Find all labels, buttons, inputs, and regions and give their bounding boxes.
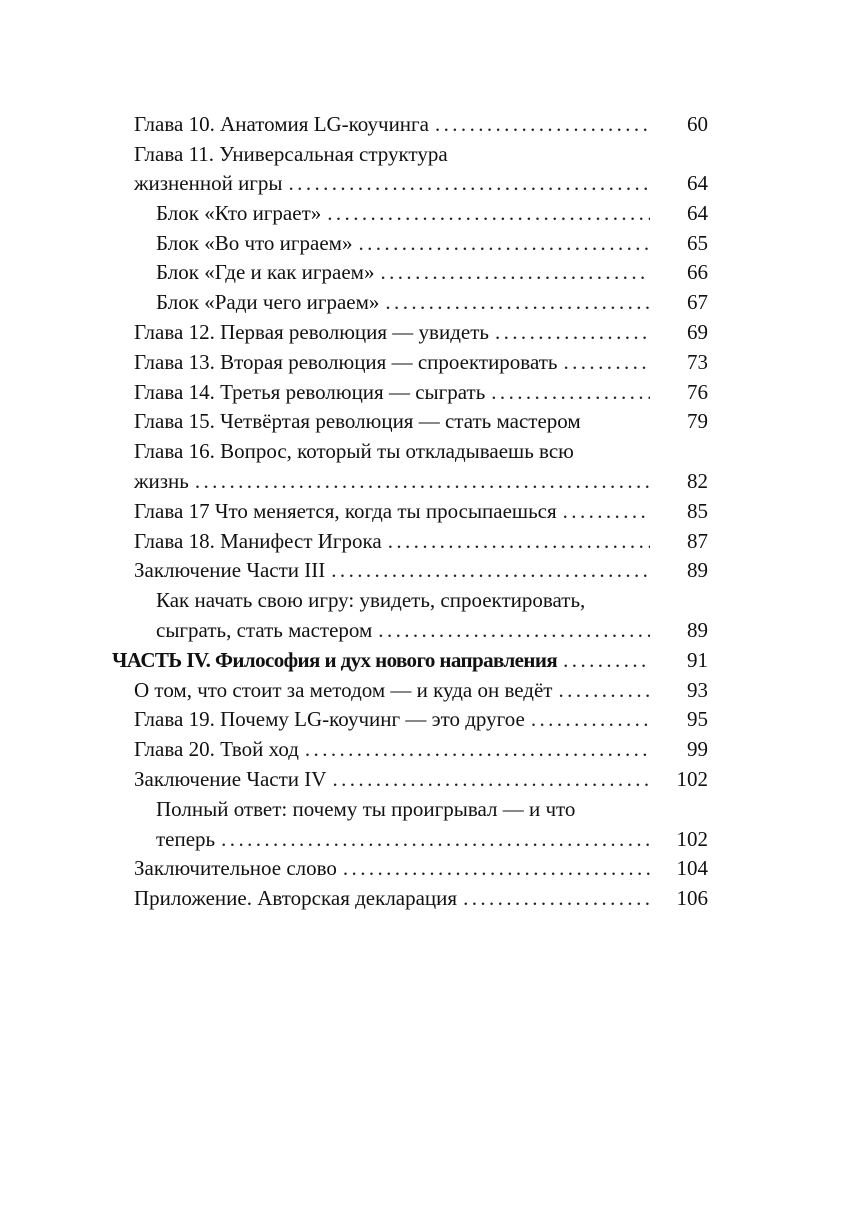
toc-entry-title: Блок «Во что играем» (156, 231, 353, 255)
dot-leader (374, 257, 650, 287)
dot-leader (525, 704, 650, 734)
toc-entry-chapter-16-cont[interactable] (134, 466, 708, 496)
dot-leader (283, 168, 650, 198)
toc-entry-title: Приложение. Авторская декларация (134, 886, 458, 910)
toc-entry-title: жизненной игры (134, 171, 283, 195)
dot-leader (189, 466, 650, 496)
toc-entry-chapter-18[interactable] (134, 526, 708, 556)
toc-entry-block-what[interactable] (156, 228, 708, 258)
toc-entry-conclusion-part-4[interactable] (134, 764, 708, 794)
toc-entry-title: Блок «Ради чего играем» (156, 290, 380, 314)
toc-page-number: 89 (687, 618, 708, 642)
toc-entry-chapter-15[interactable] (134, 406, 708, 436)
toc-entry-chapter-16[interactable] (134, 436, 708, 466)
toc-page-number: 79 (687, 409, 708, 433)
toc-entry-title: теперь (156, 827, 216, 851)
toc-page-number: 82 (687, 469, 708, 493)
dot-leader (429, 109, 650, 139)
toc-entry-chapter-10[interactable] (134, 109, 708, 139)
toc-page-number: 73 (687, 350, 708, 374)
toc-entry-title: Глава 16. Вопрос, который ты откладываешь всю (134, 439, 574, 463)
toc-page-number: 93 (687, 678, 708, 702)
dot-leader (557, 645, 650, 675)
dot-leader (337, 853, 650, 883)
toc-entry-block-why[interactable] (156, 287, 708, 317)
toc-entry-title: жизнь (134, 469, 189, 493)
dot-leader (321, 198, 650, 228)
dot-leader (552, 675, 650, 705)
toc-entry-title: Блок «Где и как играем» (156, 260, 375, 284)
toc-page-number: 91 (687, 648, 708, 672)
toc-part-title: ЧАСТЬ IV. Философия и дух нового направления (112, 648, 558, 672)
dot-leader (557, 496, 650, 526)
toc-entry-how-to-start[interactable] (156, 585, 708, 615)
dot-leader (326, 764, 650, 794)
toc-entry-chapter-13[interactable] (134, 347, 708, 377)
toc-entry-final-word[interactable] (134, 853, 708, 883)
toc-page-number: 64 (687, 171, 708, 195)
dot-leader (325, 555, 650, 585)
dot-leader (382, 526, 650, 556)
toc-page-number: 102 (676, 827, 708, 851)
toc-entry-block-who[interactable] (156, 198, 708, 228)
toc-entry-title: Глава 15. Четвёртая революция — стать мастером (134, 409, 581, 433)
dot-leader (215, 824, 650, 854)
toc-page-number: 95 (687, 707, 708, 731)
toc-entry-chapter-11-cont[interactable] (134, 168, 708, 198)
toc-page-number: 85 (687, 499, 708, 523)
toc-page-number: 87 (687, 529, 708, 553)
toc-entry-chapter-11[interactable] (134, 139, 708, 169)
toc-page-number: 64 (687, 201, 708, 225)
toc-entry-full-answer[interactable] (156, 794, 708, 824)
toc-entry-title: Глава 10. Анатомия LG-коучинга (134, 112, 429, 136)
toc-page-number: 89 (687, 558, 708, 582)
toc-entry-title: Глава 20. Твой ход (134, 737, 299, 761)
toc-entry-chapter-17[interactable] (134, 496, 708, 526)
toc-page-number: 99 (687, 737, 708, 761)
dot-leader (457, 883, 650, 913)
toc-entry-block-where[interactable] (156, 257, 708, 287)
toc-entry-title: Заключение Части III (134, 558, 326, 582)
dot-leader (485, 377, 650, 407)
dot-leader (352, 228, 650, 258)
toc-entry-full-answer-cont[interactable] (156, 824, 708, 854)
toc-entry-title: Глава 17 Что меняется, когда ты просыпаешься (134, 499, 557, 523)
toc-page-number: 76 (687, 380, 708, 404)
toc-entry-title: Глава 11. Универсальная структура (134, 142, 448, 166)
toc-page-number: 106 (676, 886, 708, 910)
toc-entry-title: Блок «Кто играет» (156, 201, 322, 225)
toc-entry-title: Глава 18. Манифест Игрока (134, 529, 382, 553)
dot-leader (379, 287, 650, 317)
toc-entry-part-4[interactable] (112, 645, 708, 675)
dot-leader (372, 615, 650, 645)
toc-entry-title: О том, что стоит за методом — и куда он ведёт (134, 678, 553, 702)
toc-entry-about-method[interactable] (134, 675, 708, 705)
toc-page-number: 65 (687, 231, 708, 255)
toc-page-number: 66 (687, 260, 708, 284)
toc-entry-title: Как начать свою игру: увидеть, спроектировать, (156, 588, 586, 612)
toc-entry-title: Заключительное слово (134, 856, 337, 880)
toc-entry-how-to-start-cont[interactable] (156, 615, 708, 645)
toc-entry-title: сыграть, стать мастером (156, 618, 373, 642)
toc-page-number: 67 (687, 290, 708, 314)
toc-entry-title: Глава 19. Почему LG-коучинг — это другое (134, 707, 525, 731)
dot-leader (489, 317, 650, 347)
toc-entry-chapter-20[interactable] (134, 734, 708, 764)
toc-page-number: 60 (687, 112, 708, 136)
toc-entry-title: Заключение Части IV (134, 767, 327, 791)
dot-leader (299, 734, 650, 764)
toc-page-number: 69 (687, 320, 708, 344)
toc-entry-title: Глава 13. Вторая революция — спроектировать (134, 350, 558, 374)
toc-page-number: 104 (676, 856, 708, 880)
dot-leader (557, 347, 650, 377)
toc-page-number: 102 (676, 767, 708, 791)
toc-entry-chapter-19[interactable] (134, 704, 708, 734)
toc-entry-title: Полный ответ: почему ты проигрывал — и что (156, 797, 576, 821)
toc-entry-appendix[interactable] (134, 883, 708, 913)
toc-entry-chapter-12[interactable] (134, 317, 708, 347)
toc-entry-chapter-14[interactable] (134, 377, 708, 407)
toc-entry-title: Глава 12. Первая революция — увидеть (134, 320, 489, 344)
toc-entry-title: Глава 14. Третья революция — сыграть (134, 380, 486, 404)
toc-entry-conclusion-part-3[interactable] (134, 555, 708, 585)
